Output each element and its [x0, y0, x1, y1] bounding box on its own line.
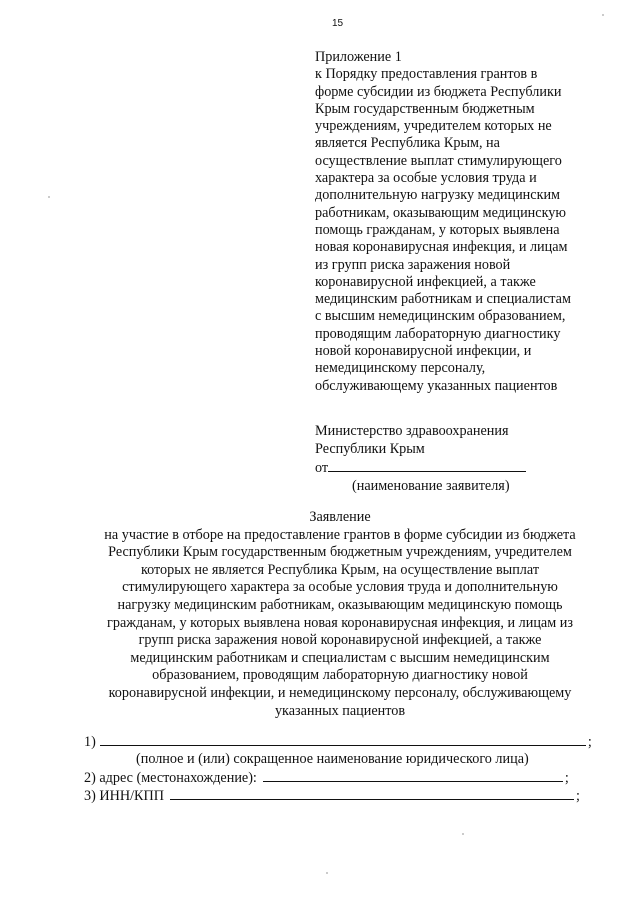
field-row-organization [84, 733, 604, 751]
statement-line: которых не является Республика Крым, на осуществление выплат [140, 561, 540, 578]
statement-line: Республики Крым государственным бюджетным учреждениям, учредителем [108, 544, 572, 561]
scan-speck [462, 833, 464, 835]
appendix-line: к Порядку предоставления грантов в [315, 66, 538, 83]
appendix-line: Приложение 1 [315, 49, 402, 65]
appendix-line: из групп риска заражения новой [315, 256, 511, 273]
appendix-line: работникам, оказывающим медицинскую [315, 204, 566, 221]
statement-line: образованием, проводящим лабораторную диагностику новой [152, 667, 528, 684]
applicant-name-field[interactable] [328, 458, 526, 472]
scan-speck [602, 14, 604, 16]
form-fields [84, 733, 604, 806]
appendix-header [315, 49, 615, 395]
appendix-line: дополнительную нагрузку медицинским [315, 187, 561, 204]
appendix-line: характера за особые условия труда и [315, 170, 537, 187]
from-line [315, 458, 615, 478]
appendix-line: форме субсидии из бюджета Республики [315, 83, 562, 100]
statement-title: Заявление [309, 509, 371, 525]
page-number: 15 [332, 18, 344, 29]
appendix-line: помощь гражданам, у которых выявлена [315, 221, 560, 238]
statement-block [70, 509, 610, 720]
statement-line: коронавирусной инфекции, и немедицинскому персоналу, обслуживающему [108, 684, 572, 701]
inn-kpp-label: 3) ИНН/КПП [84, 788, 164, 805]
appendix-line: новая коронавирусная инфекция, и лицам [315, 239, 568, 256]
field-terminator: ; [587, 734, 592, 750]
statement-line: на участие в отборе на предоставление грантов в форме субсидии из бюджета [104, 526, 576, 543]
addressee-block [315, 423, 615, 495]
appendix-line: немедицинскому персоналу, [315, 360, 486, 377]
organization-name-field[interactable] [100, 733, 586, 746]
appendix-line: Крым государственным бюджетным [315, 100, 535, 117]
statement-line: гражданам, у которых выявлена новая коронавирусная инфекция, и лицам из [107, 614, 573, 631]
appendix-line: осуществление выплат стимулирующего [315, 152, 562, 169]
inn-kpp-field[interactable] [170, 787, 574, 800]
address-field[interactable] [263, 769, 563, 782]
field-row-inn [84, 787, 604, 805]
appendix-line: новой коронавирусной инфекции, и [315, 343, 532, 360]
field-terminator: ; [564, 769, 569, 786]
addressee-ministry: Министерство здравоохранения [315, 423, 509, 439]
address-label: 2) адрес (местонахождение): [84, 769, 257, 786]
appendix-line: медицинским работникам и специалистам [315, 291, 571, 308]
appendix-line: проводящим лабораторную диагностику [315, 325, 561, 342]
appendix-line: учреждениям, учредителем которых не [315, 118, 552, 135]
statement-line: групп риска заражения новой коронавирусной инфекцией, а также [138, 632, 542, 649]
statement-line: медицинским работникам и специалистам с высшим немедицинским [130, 649, 550, 666]
appendix-line: с высшим немедицинским образованием, [315, 308, 566, 325]
from-label: от [315, 460, 329, 477]
appendix-line: обслуживающему указанных пациентов [315, 377, 558, 394]
applicant-name-hint: (наименование заявителя) [352, 477, 510, 494]
statement-line: указанных пациентов [274, 702, 406, 719]
statement-line: нагрузку медицинским работникам, оказывающим медицинскую помощь [117, 596, 563, 613]
appendix-line: является Республика Крым, на [315, 135, 500, 152]
statement-line: стимулирующего характера за особые условия труда и дополнительную [122, 579, 558, 596]
scan-speck [48, 196, 50, 198]
organization-label: 1) [84, 734, 96, 750]
addressee-region: Республики Крым [315, 440, 425, 457]
appendix-line: коронавирусной инфекцией, а также [315, 273, 536, 290]
organization-hint-row [84, 751, 604, 768]
scan-speck [326, 872, 328, 874]
field-terminator: ; [576, 788, 580, 805]
field-row-address [84, 769, 604, 787]
organization-name-hint: (полное и (или) сокращенное наименование юридического лица) [136, 751, 529, 768]
